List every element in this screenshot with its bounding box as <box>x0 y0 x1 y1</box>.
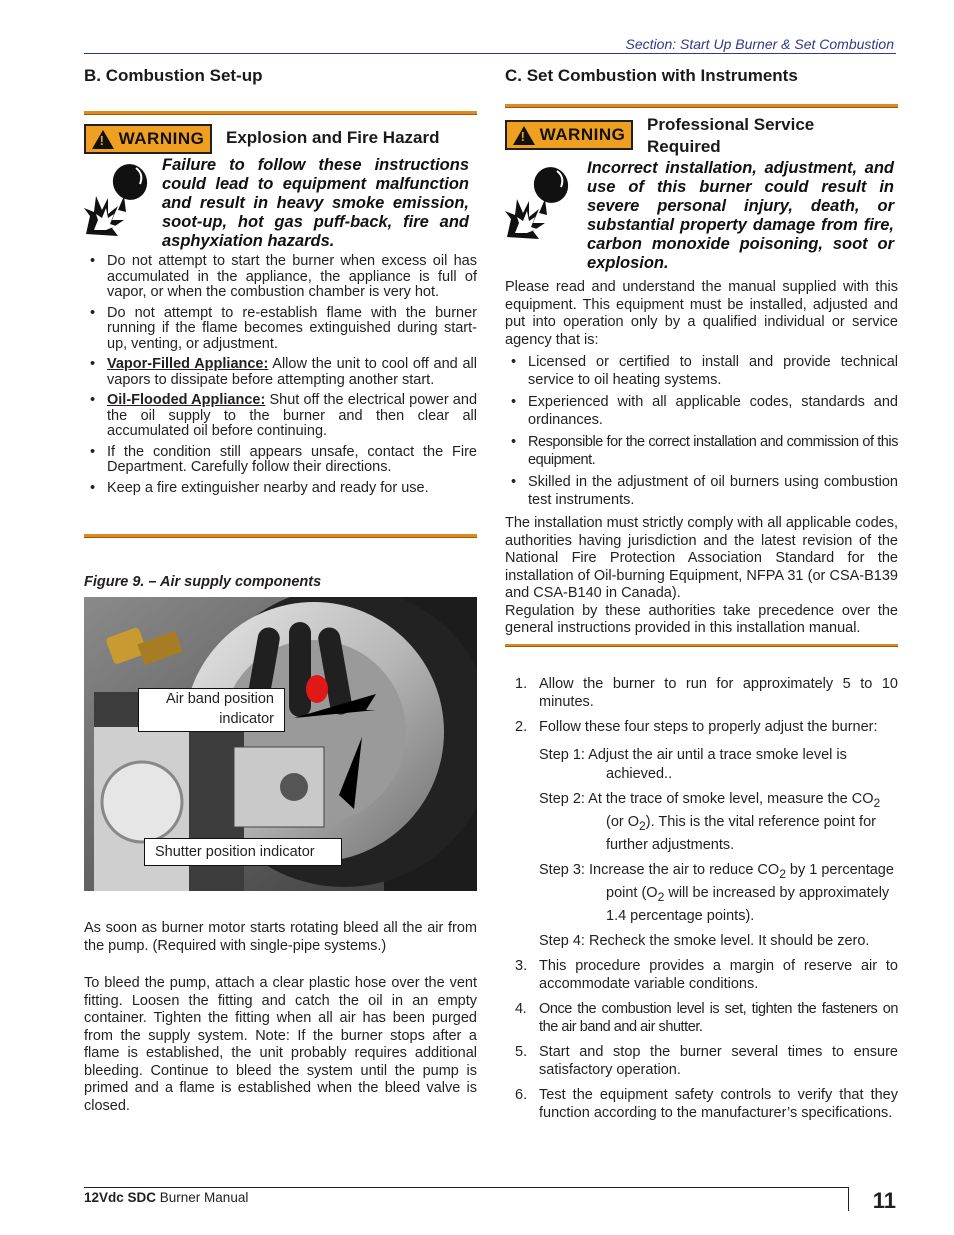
qualified-intro-paragraph: Please read and understand the manual supplied with this equipment. This equipment must be installed, adjusted and put into operation only by a qualified individual or service agency that is: <box>505 279 898 348</box>
warning-title: Explosion and Fire Hazard <box>226 128 440 147</box>
warning-text: Incorrect installation, adjustment, and use of this burner could result in severe personal injury, death, or substantial property damage from fire, carbon monoxide poisoning, soot or explosion. <box>587 159 894 272</box>
list-item: • Responsible for the correct installation and commission of this equipment. <box>505 434 898 469</box>
list-item: 3. This procedure provides a margin of reserve air to accommodate variable conditions. <box>515 957 898 993</box>
warning-triangle-icon <box>92 130 114 149</box>
bleed-procedure-paragraph: To bleed the pump, attach a clear plastic hose over the vent fitting. Loosen the fitting and catch the oil in an empty container. Tighten the fitting when all air has been purged from the supply system. Note: If the burner stops after a flame is established, the unit probably requires additional bleeding. Continue to bleed the system until the pump is primed and a flame is established when the bleed valve is closed. <box>84 975 477 1114</box>
list-item: 2. Follow these four steps to properly adjust the burner: <box>515 718 878 735</box>
warning-text: Failure to follow these instructions could lead to equipment malfunction and result in heavy smoke emission, soot-up, hot gas puff-back, fire and asphyxiation hazards. <box>162 156 469 250</box>
list-item: 1. Allow the burner to run for approximately 5 to 10 minutes. <box>515 675 898 710</box>
left-column <box>84 66 477 1115</box>
warning-title: Professional Service Required <box>647 115 815 156</box>
list-item: • Vapor-Filled Appliance: Allow the unit to cool off and all vapors to dissipate before attempting another start. <box>84 357 477 388</box>
list-item: • Licensed or certified to install and provide technical service to oil heating systems. <box>505 354 898 389</box>
air-supply-photo <box>84 597 477 891</box>
list-item: • Oil-Flooded Appliance: Shut off the electrical power and the oil supply to the burner and then clear all accumulated oil before continuing. <box>84 393 477 440</box>
footer-divider <box>848 1187 849 1211</box>
orange-rule <box>505 104 898 108</box>
substep-2: Step 2: At the trace of smoke level, measure the $CO_2$ (or $O_2$). This is the vital reference point for further adjustments. <box>539 791 881 853</box>
air-band-callout: Air band position indicator <box>138 688 285 732</box>
substep-3: Step 3: Increase the air to reduce $CO_2$ by 1 percentage point ($O_2$ will be increased by approximately 1.4 percentage points). <box>539 861 894 924</box>
warning-body <box>505 159 898 273</box>
list-item: 5. Start and stop the burner several times to ensure satisfactory operation. <box>515 1043 898 1079</box>
header-rule <box>84 53 896 54</box>
explosion-hazard-icon <box>84 156 162 251</box>
bleed-intro-paragraph: As soon as burner motor starts rotating bleed all the air from the pump. (Required with single-pipe systems.) <box>84 920 477 954</box>
footer-rule <box>84 1187 848 1188</box>
warning-header <box>505 114 898 158</box>
list-item: • Do not attempt to start the burner when excess oil has accumulated in the appliance, the appliance is full of vapor, or when the combustion chamber is very hot. <box>84 254 477 301</box>
combustion-steps-list <box>505 675 898 737</box>
warning-triangle-icon <box>513 126 535 145</box>
substep-1: Step 1: Adjust the air until a trace smoke level is achieved.. <box>539 747 847 782</box>
warning-header <box>84 124 477 154</box>
hazard-bullet-list <box>84 254 477 496</box>
figure-caption: Figure 9. – Air supply components <box>84 574 322 590</box>
explosion-hazard-icon <box>505 159 587 273</box>
combustion-setup-title: B. Combustion Set-up <box>84 66 263 85</box>
regulation-paragraph: Regulation by these authorities take precedence over the general instructions provided in this installation manual. <box>505 602 898 636</box>
instruments-title: C. Set Combustion with Instruments <box>505 66 798 85</box>
list-item: • Keep a fire extinguisher nearby and ready for use. <box>84 481 477 497</box>
combustion-steps-list-cont <box>505 957 898 1123</box>
right-column <box>505 66 898 1129</box>
list-item: • Experienced with all applicable codes, standards and ordinances. <box>505 394 898 429</box>
list-item: • If the condition still appears unsafe, contact the Fire Department. Carefully follow their directions. <box>84 445 477 476</box>
section-header: Section: Start Up Burner & Set Combustion <box>625 36 894 52</box>
list-item: • Do not attempt to re-establish flame with the burner running if the flame becomes extinguished during start-up, venting, or adjustment. <box>84 306 477 353</box>
orange-rule <box>505 644 898 647</box>
warning-badge: ! WARNING <box>84 124 212 154</box>
list-item: 6. Test the equipment safety controls to verify that they function according to the manufacturer’s specifications. <box>515 1086 898 1122</box>
substep-4: Step 4: Recheck the smoke level. It should be zero. <box>539 932 870 949</box>
qualification-bullet-list <box>505 354 898 509</box>
list-item: • Skilled in the adjustment of oil burners using combustion test instruments. <box>505 474 898 509</box>
page-number: 11 <box>872 1188 896 1213</box>
warning-body <box>84 156 477 251</box>
footer-manual-title: 12Vdc SDC Burner Manual <box>84 1190 249 1205</box>
compliance-paragraph: The installation must strictly comply with all applicable codes, authorities having jurisdiction and the latest revision of the National Fire Protection Association Standard for the installation of Oil-burning Equipment, NFPA 31 (or CSA-B139 and CSA-B140 in Canada). <box>505 515 898 601</box>
orange-rule <box>84 111 477 115</box>
shutter-callout: Shutter position indicator <box>144 838 342 866</box>
warning-badge: ! WARNING <box>505 120 633 150</box>
orange-rule <box>84 534 477 538</box>
list-item: 4. Once the combustion level is set, tighten the fasteners on the air band and air shutter. <box>515 1000 898 1036</box>
